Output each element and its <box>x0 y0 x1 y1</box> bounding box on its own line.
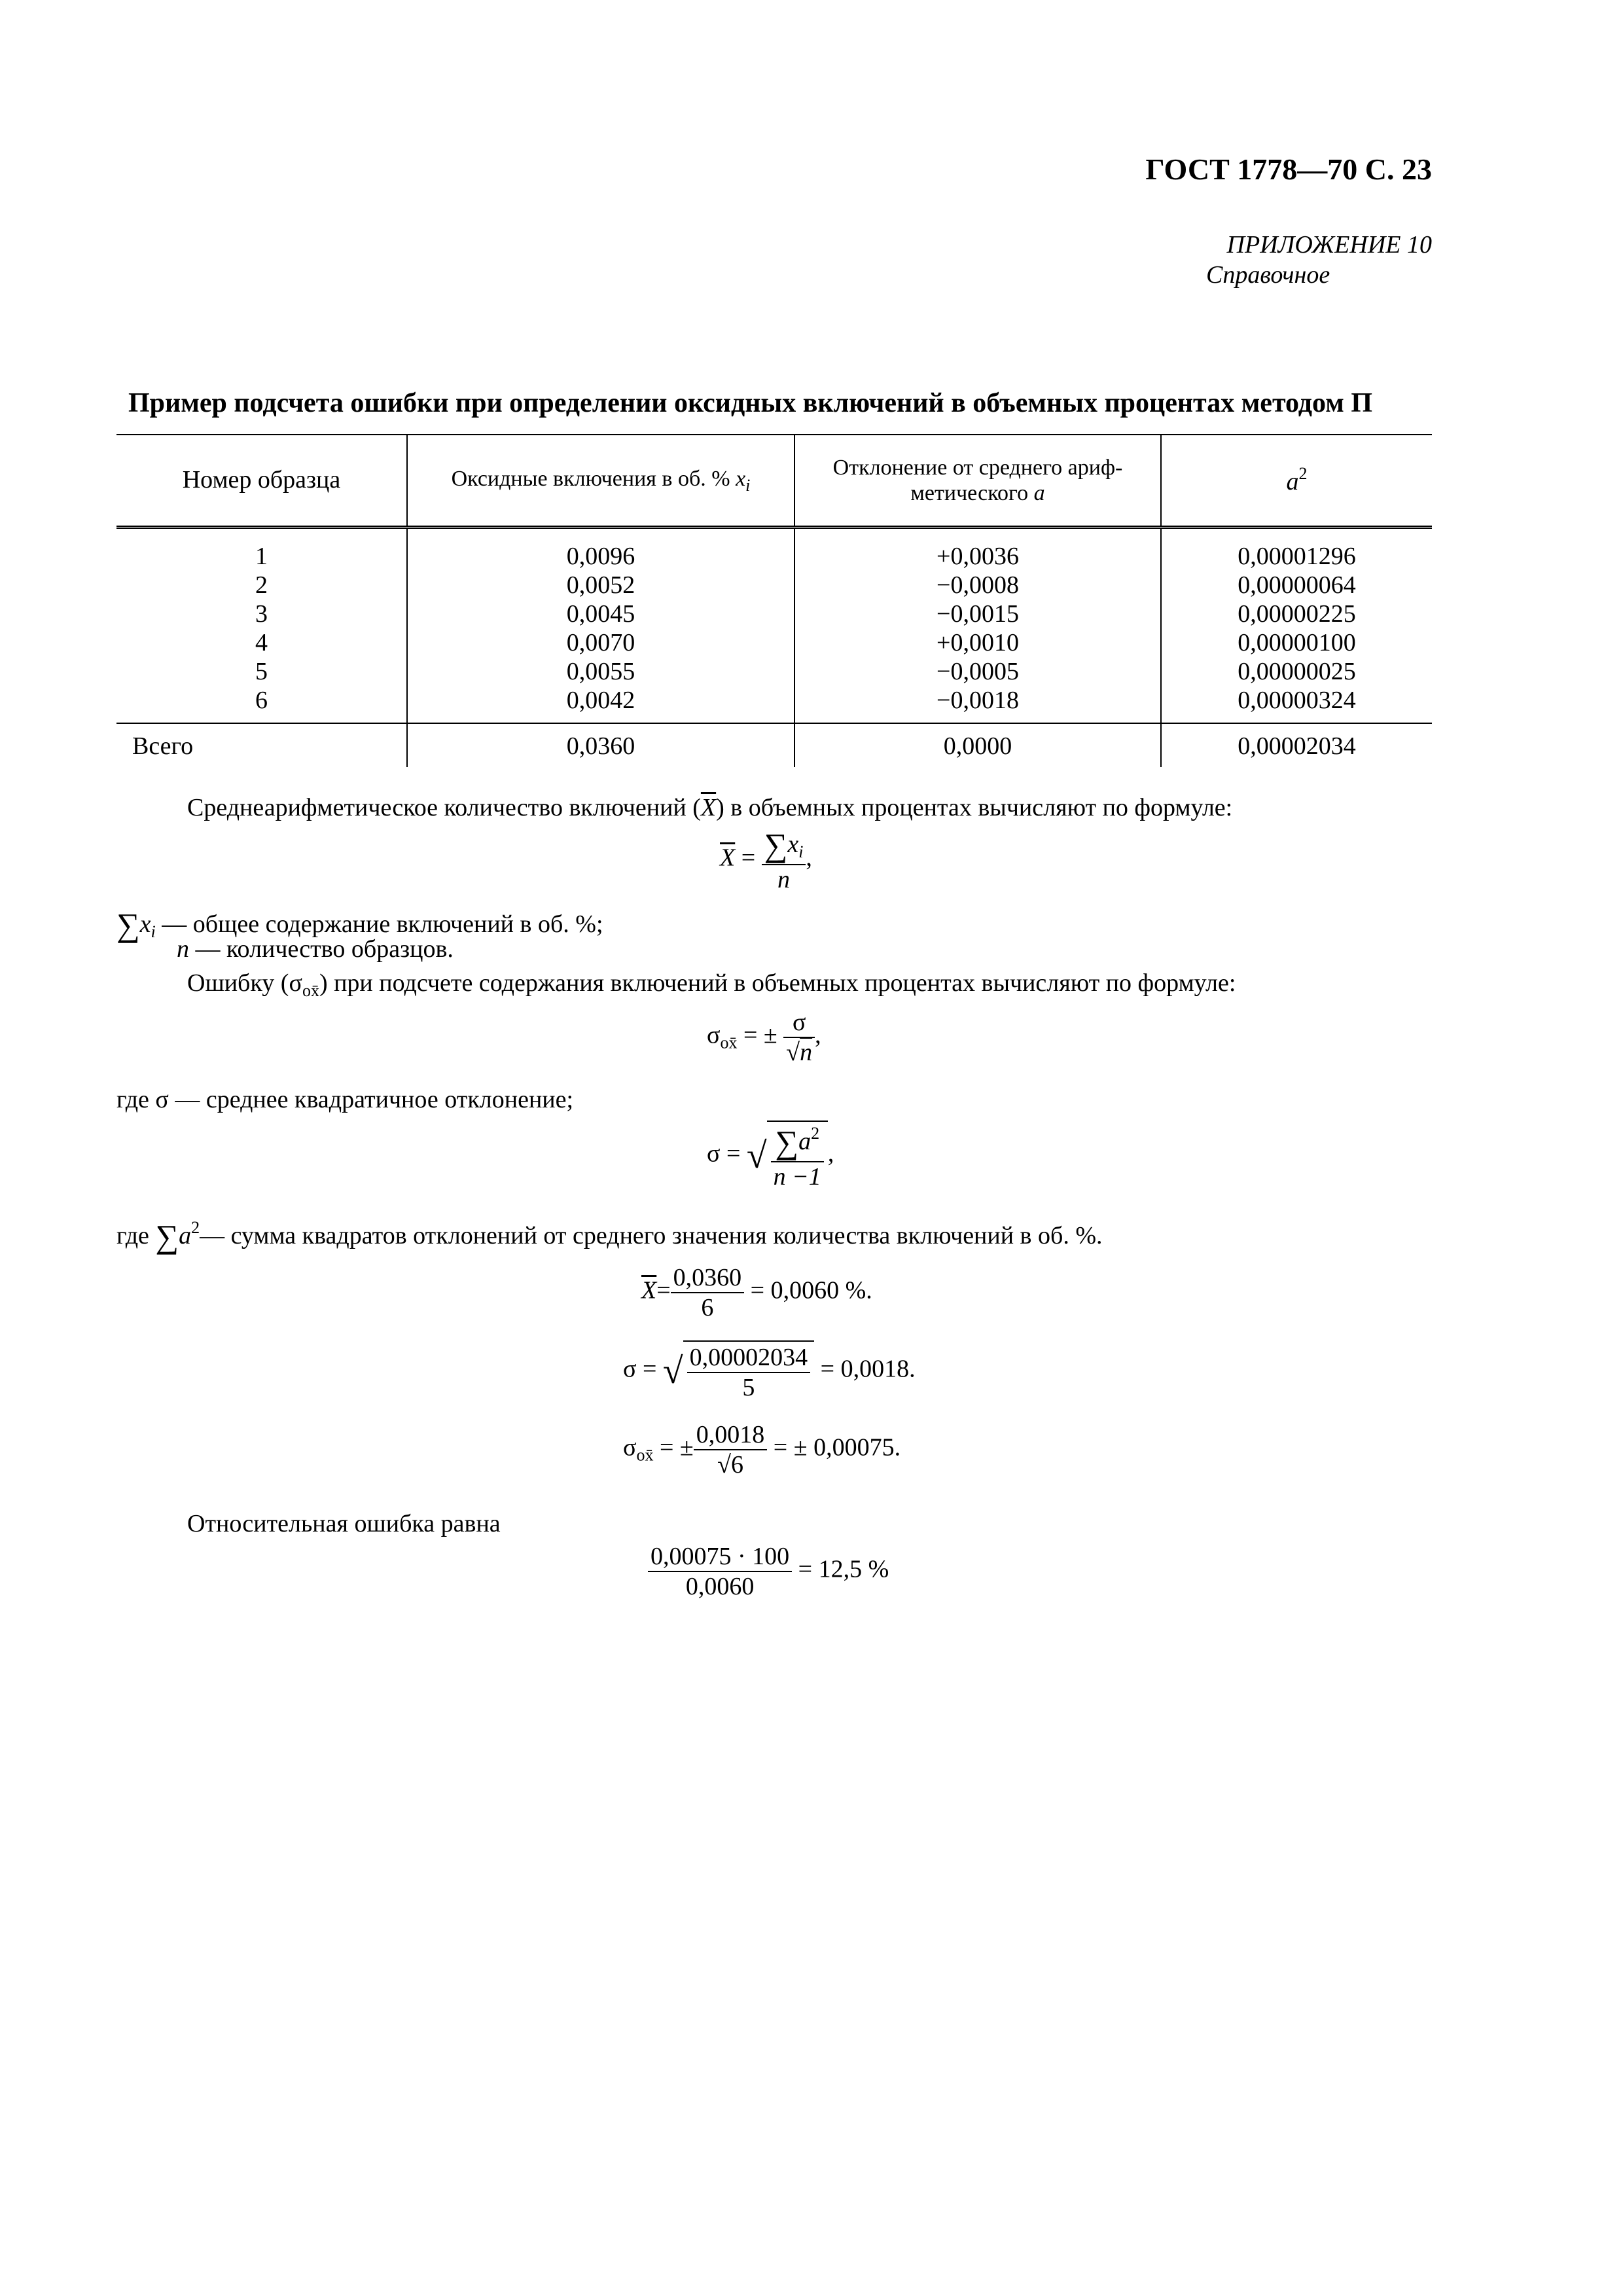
sum-a2-var: a <box>179 1222 192 1249</box>
relative-denominator: 0,0060 <box>685 1573 755 1600</box>
cell-oxide-value: 0,0042 <box>566 687 635 714</box>
cell-sample-number: 4 <box>255 629 268 656</box>
column-squared <box>1161 528 1432 724</box>
header-oxide-inclusions-label: Оксидные включения в об. % <box>451 466 730 491</box>
cell-squared-value: 0,00001296 <box>1238 543 1356 570</box>
sigma-calc-denominator: 5 <box>742 1374 755 1401</box>
cell-deviation-value: −0,0008 <box>936 571 1019 599</box>
sigma-calc-radicand <box>683 1340 815 1402</box>
error-intro-text-1: Ошибку (σ <box>187 969 302 997</box>
formula-relative <box>648 1542 889 1601</box>
formula-sigma-calc <box>623 1340 916 1402</box>
mean-calc-eq: = <box>656 1276 671 1304</box>
sqrt-icon: √ <box>717 1451 731 1479</box>
sigma-ox-eq: = ± <box>743 1021 777 1049</box>
inclusions-table <box>116 434 1432 767</box>
mean-denominator: n <box>777 866 791 893</box>
sigma-calc-numerator: 0,00002034 <box>687 1343 811 1373</box>
table-body-row <box>116 528 1432 724</box>
relative-numerator: 0,00075 · 100 <box>648 1542 792 1572</box>
mean-num-sub: i <box>798 842 804 861</box>
sigma-def: где σ — среднее квадратичное отклонение; <box>116 1086 574 1113</box>
sigma-ox-lhs-sub: ox̄ <box>720 1033 738 1052</box>
sigma-denominator: n −1 <box>773 1163 821 1191</box>
cell-sample-number: 2 <box>255 571 268 599</box>
cell-oxide-value: 0,0045 <box>566 600 635 628</box>
cell-oxide-value: 0,0096 <box>566 543 635 570</box>
cell-oxide-value: 0,0055 <box>566 658 635 685</box>
header-squared-var: a <box>1286 468 1299 496</box>
sigma-calc-eq: = <box>642 1355 657 1383</box>
formula-sigma <box>707 1121 834 1191</box>
appendix-number: ПРИЛОЖЕНИЕ 10 <box>1226 231 1432 259</box>
document-id: ГОСТ 1778—70 С. 23 <box>1145 152 1432 186</box>
sigma-ox-calc-lhs: σ <box>623 1433 637 1462</box>
table-title: Пример подсчета ошибки при определении оксидных включений в объемных процентах методом П <box>128 388 1373 418</box>
cell-oxide-value: 0,0052 <box>566 571 635 599</box>
mean-calc-lhs: $\overline{X}$ <box>641 1276 657 1304</box>
mean-calc-numerator: 0,0360 <box>671 1263 745 1293</box>
cell-sample-number: 1 <box>255 543 268 570</box>
cell-squared-value: 0,00000324 <box>1238 687 1356 714</box>
sigma-ox-calc-fraction <box>694 1420 768 1479</box>
relative-fraction <box>648 1542 792 1601</box>
cell-squared-value: 0,00000064 <box>1238 571 1356 599</box>
cell-deviation-value: −0,0005 <box>936 658 1019 685</box>
sigma-tail: , <box>827 1139 834 1168</box>
sigma-ox-fraction <box>783 1008 815 1067</box>
sigma-fraction <box>771 1123 824 1191</box>
header-deviation-line1: Отклонение от среднего ариф- <box>832 455 1123 480</box>
mean-fraction <box>762 826 806 894</box>
sigma-num-var: a <box>798 1128 812 1155</box>
cell-sample-number: 3 <box>255 600 268 628</box>
sum-a2-def-text-1: где <box>116 1222 149 1249</box>
sigma-ox-calc-numerator: 0,0018 <box>694 1420 768 1450</box>
def-sum-x-sub: i <box>151 922 156 941</box>
sigma-ox-tail: , <box>815 1021 821 1049</box>
header-squared <box>1161 435 1432 528</box>
sum-a2-exp: 2 <box>191 1218 200 1237</box>
mean-calc-result: = 0,0060 %. <box>750 1276 872 1304</box>
sum-a2-def-text-2: — сумма квадратов отклонений от среднего значения количества включений в об. %. <box>200 1222 1103 1249</box>
mean-intro-paragraph <box>187 793 1232 822</box>
mean-numerator <box>762 826 806 865</box>
table-total-row <box>116 723 1432 767</box>
cell-sample-number: 5 <box>255 658 268 685</box>
cell-deviation-value: −0,0018 <box>936 687 1019 714</box>
column-deviation <box>794 528 1161 724</box>
cell-total-squared: 0,00002034 <box>1161 723 1432 767</box>
def-n <box>177 935 454 963</box>
column-oxide-inclusions <box>407 528 794 724</box>
sigma-numerator <box>771 1123 824 1162</box>
header-oxide-var: x <box>736 466 746 491</box>
mean-intro-text-1: Среднеарифметическое количество включений ( <box>187 794 701 821</box>
sigma-calc-sqrt <box>663 1340 814 1402</box>
cell-sample-number: 6 <box>255 687 268 714</box>
sigma-ox-denominator <box>783 1038 815 1067</box>
sigma-ox-calc-den-value: 6 <box>730 1451 743 1479</box>
sum-icon: ∑ <box>116 906 140 943</box>
error-intro-text-2: ) при подсчете содержания включений в объемных процентах вычисляют по формуле: <box>319 969 1236 997</box>
sum-icon: ∑ <box>155 1218 179 1255</box>
mean-lhs: $\overline{X}$ <box>720 844 736 872</box>
sigma-ox-den-var: n <box>800 1039 813 1066</box>
sigma-sqrt <box>747 1121 828 1191</box>
def-n-text: — количество образцов. <box>195 935 454 963</box>
header-deviation-var: a <box>1033 481 1045 505</box>
header-oxide-inclusions <box>407 435 794 528</box>
sum-a2-def <box>116 1217 1103 1255</box>
header-sample-number-label: Номер образца <box>182 466 341 494</box>
appendix-type: Справочное <box>1206 261 1330 289</box>
mean-intro-var: $\overline{X}$ <box>700 794 717 821</box>
column-sample-number <box>116 528 407 724</box>
cell-deviation-value: −0,0015 <box>936 600 1019 628</box>
formula-sigma-ox-calc <box>623 1420 901 1479</box>
mean-intro-text-2: ) в объемных процентах вычисляют по формуле: <box>716 794 1233 821</box>
sigma-ox-lhs: σ <box>707 1021 721 1049</box>
error-intro-sub: ox̄ <box>302 981 319 1000</box>
sigma-num-exp: 2 <box>811 1124 820 1143</box>
cell-squared-value: 0,00000025 <box>1238 658 1356 685</box>
def-n-var: n <box>177 935 189 963</box>
error-intro-paragraph <box>187 969 1236 1001</box>
sigma-ox-numerator: σ <box>783 1008 815 1038</box>
sum-icon: ∑ <box>764 827 788 863</box>
def-sum-x-var: x <box>139 910 151 938</box>
sigma-ox-calc-result: = ± 0,00075. <box>773 1433 901 1462</box>
def-sum-x-text: — общее содержание включений в об. %; <box>162 910 603 938</box>
header-deviation <box>794 435 1161 528</box>
mean-calc-denominator: 6 <box>701 1294 714 1321</box>
sqrt-icon: √ <box>746 1136 767 1176</box>
cell-total-deviation: 0,0000 <box>794 723 1161 767</box>
header-sample-number <box>116 435 407 528</box>
sigma-calc-result: = 0,0018. <box>820 1355 916 1383</box>
mean-tail: , <box>806 844 812 872</box>
formula-mean-calc <box>641 1263 872 1322</box>
sigma-eq: = <box>726 1139 741 1168</box>
sqrt-icon: √ <box>662 1351 683 1391</box>
cell-oxide-value: 0,0070 <box>566 629 635 656</box>
formula-sigma-ox <box>707 1008 821 1067</box>
sum-icon: ∑ <box>775 1124 799 1160</box>
cell-squared-value: 0,00000100 <box>1238 629 1356 656</box>
cell-deviation-value: +0,0036 <box>936 543 1019 570</box>
mean-calc-fraction <box>671 1263 745 1322</box>
cell-total-label: Всего <box>116 723 407 767</box>
sigma-calc-fraction <box>687 1343 811 1402</box>
relative-error-label: Относительная ошибка равна <box>187 1510 501 1537</box>
header-squared-exp: 2 <box>1298 464 1308 484</box>
sigma-lhs: σ <box>707 1139 721 1168</box>
formula-mean <box>720 826 812 894</box>
relative-result: = 12,5 % <box>798 1555 889 1583</box>
sigma-ox-calc-eq: = ± <box>659 1433 694 1462</box>
header-deviation-line2: метического <box>910 481 1029 505</box>
sigma-calc-lhs: σ <box>623 1355 637 1383</box>
cell-squared-value: 0,00000225 <box>1238 600 1356 628</box>
mean-eq: = <box>741 844 756 872</box>
sigma-ox-calc-denominator <box>694 1450 768 1479</box>
mean-num-var: x <box>787 831 799 858</box>
sqrt-icon: √ <box>786 1039 800 1066</box>
sigma-radicand <box>767 1121 828 1191</box>
header-oxide-var-sub: i <box>745 475 751 495</box>
cell-deviation-value: +0,0010 <box>936 629 1019 656</box>
sigma-ox-calc-lhs-sub: ox̄ <box>636 1445 654 1465</box>
cell-total-oxide: 0,0360 <box>407 723 794 767</box>
